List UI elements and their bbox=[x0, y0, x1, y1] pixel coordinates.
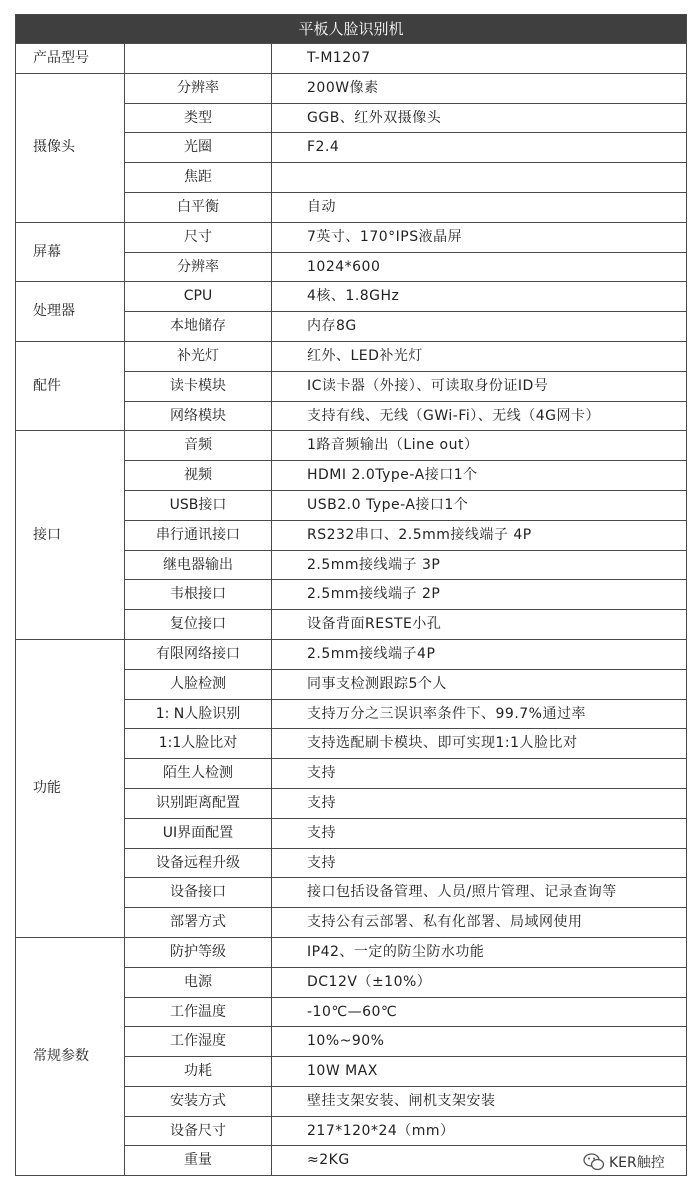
spec-value: DC12V（±10%） bbox=[272, 967, 687, 997]
spec-value: HDMI 2.0Type-A接口1个 bbox=[272, 461, 687, 491]
spec-label: 光圈 bbox=[125, 133, 272, 163]
spec-label: 尺寸 bbox=[125, 222, 272, 252]
spec-row bbox=[16, 341, 687, 371]
spec-row bbox=[16, 639, 687, 669]
spec-value: 4核、1.8GHz bbox=[272, 282, 687, 312]
spec-label: 分辨率 bbox=[125, 73, 272, 103]
spec-label: 1:1人脸比对 bbox=[125, 729, 272, 759]
group-name: 配件 bbox=[16, 341, 125, 430]
spec-value bbox=[272, 163, 687, 193]
spec-value: F2.4 bbox=[272, 133, 687, 163]
spec-value: 设备背面RESTE小孔 bbox=[272, 610, 687, 640]
spec-value: 2.5mm接线端子4P bbox=[272, 639, 687, 669]
spec-value: 支持 bbox=[272, 848, 687, 878]
spec-label: 继电器输出 bbox=[125, 550, 272, 580]
group-name: 接口 bbox=[16, 431, 125, 640]
spec-value: 支持公有云部署、私有化部署、局域网使用 bbox=[272, 908, 687, 938]
spec-label: 分辨率 bbox=[125, 252, 272, 282]
group-name: 摄像头 bbox=[16, 73, 125, 222]
spec-value: RS232串口、2.5mm接线端子 4P bbox=[272, 520, 687, 550]
model-label: 产品型号 bbox=[16, 44, 125, 74]
spec-value: 支持 bbox=[272, 818, 687, 848]
spec-value: -10℃—60℃ bbox=[272, 997, 687, 1027]
spec-row bbox=[16, 937, 687, 967]
spec-label: 复位接口 bbox=[125, 610, 272, 640]
spec-value: ≈2KG bbox=[272, 1146, 687, 1176]
spec-value: 同事支检测跟踪5个人 bbox=[272, 669, 687, 699]
group-name: 处理器 bbox=[16, 282, 125, 342]
spec-value: IC读卡器（外接）、可读取身份证ID号 bbox=[272, 371, 687, 401]
group-name: 常规参数 bbox=[16, 937, 125, 1175]
spec-label: 类型 bbox=[125, 103, 272, 133]
spec-label: 串行通讯接口 bbox=[125, 520, 272, 550]
spec-label: 陌生人检测 bbox=[125, 759, 272, 789]
spec-label: UI界面配置 bbox=[125, 818, 272, 848]
model-row bbox=[16, 44, 687, 74]
spec-value: 1024*600 bbox=[272, 252, 687, 282]
watermark bbox=[583, 1150, 691, 1174]
spec-label: 本地储存 bbox=[125, 312, 272, 342]
table-title: 平板人脸识别机 bbox=[16, 15, 687, 44]
spec-value: 217*120*24（mm） bbox=[272, 1116, 687, 1146]
spec-label: 安装方式 bbox=[125, 1086, 272, 1116]
spec-row bbox=[16, 222, 687, 252]
spec-label: 部署方式 bbox=[125, 908, 272, 938]
spec-value: 10%~90% bbox=[272, 1027, 687, 1057]
spec-label: 工作温度 bbox=[125, 997, 272, 1027]
spec-label: 设备远程升级 bbox=[125, 848, 272, 878]
spec-value: 接口包括设备管理、人员/照片管理、记录查询等 bbox=[272, 878, 687, 908]
wechat-icon bbox=[583, 1152, 605, 1172]
spec-label: 电源 bbox=[125, 967, 272, 997]
spec-value: 200W像素 bbox=[272, 73, 687, 103]
spec-label: 功耗 bbox=[125, 1057, 272, 1087]
spec-value: 红外、LED补光灯 bbox=[272, 341, 687, 371]
spec-value: 7英寸、170°IPS液晶屏 bbox=[272, 222, 687, 252]
spec-label: 重量 bbox=[125, 1146, 272, 1176]
spec-row bbox=[16, 73, 687, 103]
spec-value: 支持万分之三误识率条件下、99.7%通过率 bbox=[272, 699, 687, 729]
spec-label: 工作湿度 bbox=[125, 1027, 272, 1057]
spec-label: 设备接口 bbox=[125, 878, 272, 908]
spec-value: 支持选配刷卡模块、即可实现1:1人脸比对 bbox=[272, 729, 687, 759]
spec-value: USB2.0 Type-A接口1个 bbox=[272, 490, 687, 520]
spec-table bbox=[15, 14, 687, 1176]
title-row bbox=[16, 15, 687, 44]
spec-value: 内存8G bbox=[272, 312, 687, 342]
spec-label: 有限网络接口 bbox=[125, 639, 272, 669]
spec-value: 1路音频输出（Line out） bbox=[272, 431, 687, 461]
spec-value: 支持 bbox=[272, 788, 687, 818]
spec-label: 人脸检测 bbox=[125, 669, 272, 699]
spec-label: 视频 bbox=[125, 461, 272, 491]
spec-label: 防护等级 bbox=[125, 937, 272, 967]
spec-label: USB接口 bbox=[125, 490, 272, 520]
spec-row bbox=[16, 282, 687, 312]
spec-value: 2.5mm接线端子 3P bbox=[272, 550, 687, 580]
model-value: T-M1207 bbox=[272, 44, 687, 74]
spec-label: 补光灯 bbox=[125, 341, 272, 371]
spec-label: 网络模块 bbox=[125, 401, 272, 431]
spec-value: GGB、红外双摄像头 bbox=[272, 103, 687, 133]
spec-value: IP42、一定的防尘防水功能 bbox=[272, 937, 687, 967]
spec-label: 音频 bbox=[125, 431, 272, 461]
spec-value: 10W MAX bbox=[272, 1057, 687, 1087]
model-empty-cell bbox=[125, 44, 272, 74]
spec-row bbox=[16, 431, 687, 461]
spec-label: 1: N人脸识别 bbox=[125, 699, 272, 729]
spec-label: CPU bbox=[125, 282, 272, 312]
watermark-text: KER触控 bbox=[609, 1155, 665, 1171]
spec-value: 支持有线、无线（GWi-Fi）、无线（4G网卡） bbox=[272, 401, 687, 431]
group-name: 屏幕 bbox=[16, 222, 125, 282]
group-name: 功能 bbox=[16, 639, 125, 937]
spec-value: 2.5mm接线端子 2P bbox=[272, 580, 687, 610]
spec-label: 设备尺寸 bbox=[125, 1116, 272, 1146]
spec-value: 壁挂支架安装、闸机支架安装 bbox=[272, 1086, 687, 1116]
spec-label: 读卡模块 bbox=[125, 371, 272, 401]
spec-value: 自动 bbox=[272, 192, 687, 222]
spec-label: 识别距离配置 bbox=[125, 788, 272, 818]
spec-label: 焦距 bbox=[125, 163, 272, 193]
spec-label: 白平衡 bbox=[125, 192, 272, 222]
spec-label: 韦根接口 bbox=[125, 580, 272, 610]
spec-value: 支持 bbox=[272, 759, 687, 789]
